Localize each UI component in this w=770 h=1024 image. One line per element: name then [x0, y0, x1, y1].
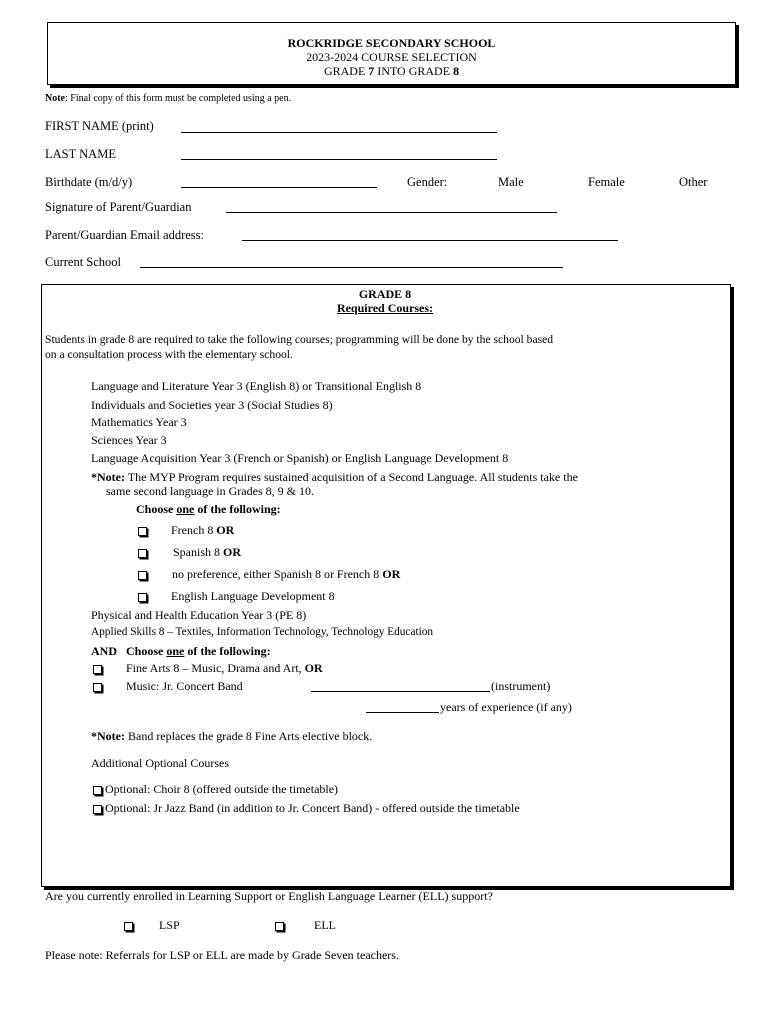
signature-field[interactable] [226, 200, 557, 213]
gender-other-option[interactable]: Other [679, 175, 708, 189]
last-name-label: LAST NAME [45, 147, 116, 161]
checkbox-icon[interactable] [138, 571, 147, 580]
band-note: *Note: Band replaces the grade 8 Fine Arts elective block. [91, 729, 373, 743]
checkbox-icon[interactable] [124, 922, 133, 931]
language-option-no-preference[interactable]: no preference, either Spanish 8 or French 8 OR [138, 567, 400, 582]
course-item: Sciences Year 3 [91, 433, 167, 447]
checkbox-icon[interactable] [93, 665, 102, 674]
language-option-spanish[interactable]: Spanish 8 OR [138, 545, 241, 560]
gender-male-option[interactable]: Male [498, 175, 524, 189]
course-applied-skills: Applied Skills 8 – Textiles, Information Technology, Technology Education [91, 626, 434, 638]
current-school-label: Current School [45, 255, 122, 269]
checkbox-icon[interactable] [93, 805, 102, 814]
checkbox-icon[interactable] [138, 527, 147, 536]
ell-option[interactable]: ELL [275, 918, 336, 933]
course-pe: Physical and Health Education Year 3 (PE 8) [91, 608, 307, 622]
checkbox-icon[interactable] [138, 593, 147, 602]
course-selection-year: 2023-2024 COURSE SELECTION [306, 50, 477, 64]
email-field[interactable] [242, 228, 618, 241]
checkbox-icon[interactable] [138, 549, 147, 558]
course-item: Language Acquisition Year 3 (French or Spanish) or English Language Development 8 [91, 451, 509, 465]
pen-note: Note: Final copy of this form must be completed using a pen. [45, 93, 292, 104]
instrument-field[interactable] [311, 679, 490, 692]
current-school-field[interactable] [140, 255, 563, 268]
required-intro-line-2: on a consultation process with the elementary school. [45, 348, 293, 361]
and-choose-heading: AND Choose one of the following: [91, 644, 271, 658]
last-name-field[interactable] [181, 147, 497, 160]
band-option[interactable]: Music: Jr. Concert Band [93, 679, 243, 694]
instrument-label: (instrument) [491, 679, 551, 693]
optional-jazz-band[interactable]: Optional: Jr Jazz Band (in addition to Jr. Concert Band) - offered outside the timetable [93, 801, 520, 816]
support-question: Are you currently enrolled in Learning Support or English Language Learner (ELL) support? [45, 889, 493, 903]
course-item: Mathematics Year 3 [91, 415, 187, 429]
checkbox-icon[interactable] [93, 786, 102, 795]
signature-label: Signature of Parent/Guardian [45, 200, 192, 214]
referral-note: Please note: Referrals for LSP or ELL are made by Grade Seven teachers. [45, 948, 399, 962]
myp-note-line-2: same second language in Grades 8, 9 & 10. [106, 484, 314, 498]
language-option-french[interactable]: French 8 OR [138, 523, 234, 538]
choose-language-heading: Choose one of the following: [136, 502, 281, 516]
first-name-row [45, 119, 154, 134]
birthdate-field[interactable] [181, 175, 377, 188]
course-item: Language and Literature Year 3 (English 8) or Transitional English 8 [91, 379, 422, 393]
birthdate-label: Birthdate (m/d/y) [45, 175, 133, 189]
optional-choir[interactable]: Optional: Choir 8 (offered outside the timetable) [93, 782, 338, 797]
first-name-field[interactable] [181, 120, 497, 133]
course-item: Individuals and Societies year 3 (Social Studies 8) [91, 398, 333, 412]
lsp-option[interactable]: LSP [124, 918, 180, 933]
years-experience-label: years of experience (if any) [440, 700, 572, 714]
required-title: GRADE 8 [358, 287, 412, 301]
fine-arts-option[interactable]: Fine Arts 8 – Music, Drama and Art, OR [93, 661, 323, 676]
email-label: Parent/Guardian Email address: [45, 228, 204, 242]
myp-note-line-1: *Note: The MYP Program requires sustained acquisition of a Second Language. All students take the [91, 470, 578, 484]
first-name-label: FIRST NAME (print) [45, 119, 154, 133]
header-box [47, 22, 736, 85]
grade-line: GRADE 7 INTO GRADE 8 [323, 64, 460, 78]
checkbox-icon[interactable] [93, 683, 102, 692]
additional-optional-heading: Additional Optional Courses [91, 756, 229, 770]
school-name: ROCKRIDGE SECONDARY SCHOOL [287, 36, 496, 50]
checkbox-icon[interactable] [275, 922, 284, 931]
gender-label: Gender: [407, 175, 448, 189]
language-option-eld[interactable]: English Language Development 8 [138, 589, 335, 604]
gender-female-option[interactable]: Female [588, 175, 625, 189]
years-experience-field[interactable] [366, 700, 439, 713]
required-intro-line-1: Students in grade 8 are required to take the following courses; programming will be done by the school based [45, 333, 554, 346]
required-subtitle: Required Courses: [336, 301, 434, 315]
